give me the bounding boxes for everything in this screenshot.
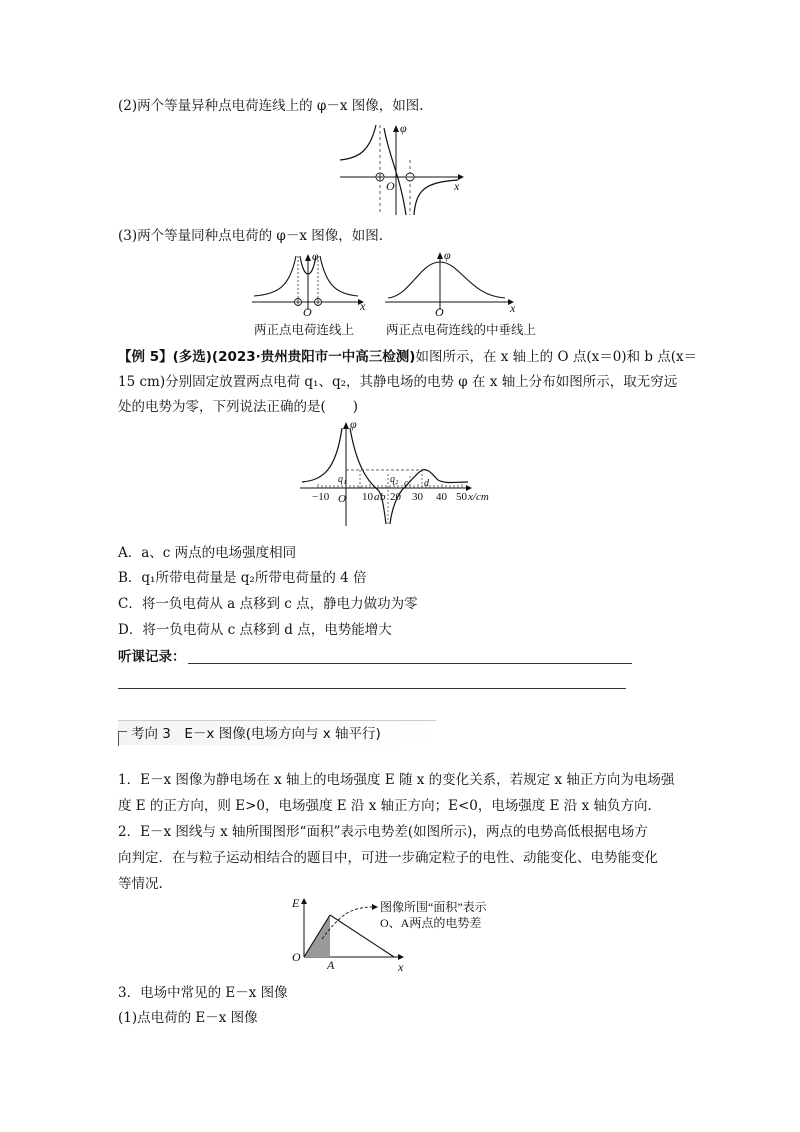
tick-label: 30 <box>412 491 423 503</box>
area-note-line-1: 图像所围“面积”表示 <box>380 900 487 914</box>
notes-label: 听课记录： <box>118 649 186 665</box>
origin-label-right: O <box>435 305 444 319</box>
example-line-3: 处的电势为零，下列说法正确的是( ) <box>118 399 359 415</box>
figure-opposite-charges <box>340 120 480 220</box>
figure-e-x-area <box>290 895 520 975</box>
example-line-2: 15 cm)分别固定放置两点电荷 q₁、q₂，其静电场的电势 φ 在 x 轴上分布如图所示，取无穷远 <box>118 374 678 390</box>
caption-left: 两正点电荷连线上 <box>254 322 355 337</box>
para-2a: 2．E－x 图线与 x 轴所围图形“面积”表示电势差(如图所示)，两点的电势高低根据电场方 <box>118 824 648 840</box>
example-line-1 <box>118 347 697 367</box>
origin-label: O <box>292 950 301 964</box>
phi-label-left: φ <box>312 249 319 263</box>
para-1b: 度 E 的正方向，则 E>0，电场强度 E 沿 x 轴正方向；E<0，电场强度 E 沿 x 轴负方向. <box>118 798 652 814</box>
notes-line-2[interactable] <box>118 688 626 689</box>
x-axis-unit: x/cm <box>468 491 489 503</box>
e-axis-label: E <box>292 896 300 910</box>
text-line-2: (2)两个等量异种点电荷连线上的 φ－x 图像，如图. <box>118 98 424 114</box>
tick-label: −10 <box>312 491 330 503</box>
notes-line-1[interactable] <box>188 663 632 664</box>
x-axis-label-right: x <box>510 301 516 315</box>
section-title: 考向 3 E－x 图像(电场方向与 x 轴平行) <box>131 726 381 742</box>
area-note-line-2: O、A两点的电势差 <box>380 916 482 930</box>
example-tag: 【例 5】 <box>118 349 173 365</box>
para-4: (1)点电荷的 E－x 图像 <box>118 1010 258 1026</box>
para-2b: 向判定．在与粒子运动相结合的题目中，可进一步确定粒子的电性、动能变化、电势能变化 <box>118 850 658 866</box>
para-3: 3．电场中常见的 E－x 图像 <box>118 985 288 1001</box>
tick-label: a <box>374 491 380 503</box>
section-corner-mark <box>118 731 127 746</box>
option-a: A．a、c 两点的电场强度相同 <box>118 545 297 561</box>
tick-label: 10 <box>362 491 373 503</box>
example-source: (多选)(2023·贵州贵阳市一中高三检测) <box>172 349 416 365</box>
caption-right: 两正点电荷连线的中垂线上 <box>386 322 537 337</box>
example-text: 如图所示，在 x 轴上的 O 点(x＝0)和 b 点(x＝ <box>415 349 698 365</box>
para-1a: 1．E－x 图像为静电场在 x 轴上的电场强度 E 随 x 的变化关系，若规定 x 轴正方向为电场强 <box>118 772 675 788</box>
origin-label: O <box>386 179 395 193</box>
tick-label: b <box>380 491 386 503</box>
option-c: C．将一负电荷从 a 点移到 c 点，静电力做功为零 <box>118 596 418 612</box>
figure-example-5 <box>298 418 503 528</box>
phi-label: φ <box>400 121 407 135</box>
phi-label: φ <box>350 417 357 431</box>
a-label: A <box>327 958 335 972</box>
option-d: D．将一负电荷从 c 点移到 d 点，电势能增大 <box>118 622 392 638</box>
option-b: B．q₁所带电荷量是 q₂所带电荷量的 4 倍 <box>118 570 367 586</box>
origin-label-left: O <box>303 305 312 319</box>
c-label: c <box>404 478 409 489</box>
q2-label: q₂ <box>390 474 399 485</box>
tick-label: 50 <box>456 491 467 503</box>
d-label: d <box>424 478 429 489</box>
tick-label: 20 <box>390 491 401 503</box>
x-axis-label: x <box>398 960 404 974</box>
tick-label: O <box>338 493 346 505</box>
text-line-3: (3)两个等量同种点电荷的 φ－x 图像，如图. <box>118 228 384 244</box>
phi-label-right: φ <box>444 248 451 262</box>
tick-label: 40 <box>436 491 447 503</box>
para-2c: 等情况. <box>118 876 163 892</box>
x-axis-label-left: x <box>360 299 366 313</box>
q1-label: q₁ <box>338 474 347 485</box>
figure-same-charges <box>250 250 550 340</box>
x-axis-label: x <box>454 179 460 193</box>
